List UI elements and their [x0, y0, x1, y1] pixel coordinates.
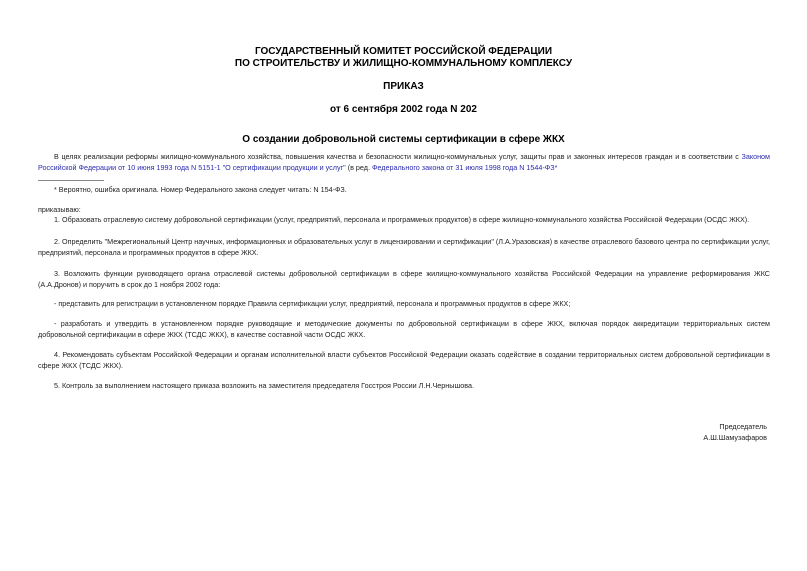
federal-law-link[interactable]: Федерального закона от 31 июля 1998 года N 1544-ФЗ*	[371, 163, 558, 172]
footnote: * Вероятно, ошибка оригинала. Номер Федерального закона следует читать: N 154-ФЗ.	[54, 185, 347, 194]
signature-name: А.Ш.Шамузафаров	[703, 433, 767, 442]
law-link[interactable]: Законом Российской Федерации от 10 июня 1993 года N 5151-1 "О сертификации продукции и услуг"	[38, 152, 770, 172]
order-item-1: 1. Образовать отраслевую систему добровольной сертификации (услуг, предприятий, персонала и программных продуктов) в сфере жилищно-коммунального хозяйства Российской Федерации (ОСДС ЖКХ).	[54, 215, 750, 224]
order-item-4: 4. Рекомендовать субъектам Российской Федерации и органам исполнительной власти субъектов Российской Федерации оказать содействие в создании территориальных систем добровольной сертификации в сфере ЖКХ (ТСДС ЖКХ).	[38, 350, 770, 370]
order-item-3: 3. Возложить функции руководящего органа отраслевой системы добровольной сертификации в сфере жилищно-коммунального хозяйства Российской Федерации на управление реформирования ЖКС (А.А.Дронов) и поручить в срок до 1 ноября 2002 года:	[38, 269, 770, 289]
document-date-number: от 6 сентября 2002 года N 202	[330, 104, 477, 115]
org-name-line2: ПО СТРОИТЕЛЬСТВУ И ЖИЛИЩНО-КОММУНАЛЬНОМУ КОМПЛЕКСУ	[234, 58, 573, 69]
order-subitem-2: - разработать и утвердить в установленном порядке руководящие и методические документы по добровольной сертификации в сфере ЖКХ, включая порядок аккредитации территориальных систем добровольной сертификации в сфере ЖКХ (ТСДС ЖКХ), в качестве составной части ОСДС ЖКХ.	[38, 319, 770, 339]
signature-position: Председатель	[719, 422, 767, 431]
footnote-separator	[38, 180, 104, 181]
order-item-2: 2. Определить "Межрегиональный Центр научных, информационных и образовательных услуг в лицензировании и сертификации" (Л.А.Уразовская) в качестве отраслевого базового центра по сертификации услуг, предприятий, персонала и программных продуктов в сфере ЖКХ.	[38, 237, 770, 257]
document-title: О создании добровольной системы сертификации в сфере ЖКХ	[242, 134, 565, 145]
org-name-line1: ГОСУДАРСТВЕННЫЙ КОМИТЕТ РОССИЙСКОЙ ФЕДЕРАЦИИ	[254, 46, 553, 57]
preamble-text-mid: (в ред.	[345, 163, 372, 172]
preamble	[38, 151, 770, 173]
order-word: приказываю:	[38, 205, 81, 214]
order-subitem-1: - представить для регистрации в установленном порядке Правила сертификации услуг, предприятий, персонала и программных продуктов в сфере ЖКХ;	[54, 299, 571, 308]
preamble-text: В целях реализации реформы жилищно-коммунального хозяйства, повышения качества и безопасности жилищно-коммунальных услуг, защиты прав и законных интересов граждан и в соответствии с	[54, 152, 742, 161]
document-type: ПРИКАЗ	[383, 81, 424, 92]
order-item-5: 5. Контроль за выполнением настоящего приказа возложить на заместителя председателя Госстроя России Л.Н.Чернышова.	[54, 381, 474, 390]
